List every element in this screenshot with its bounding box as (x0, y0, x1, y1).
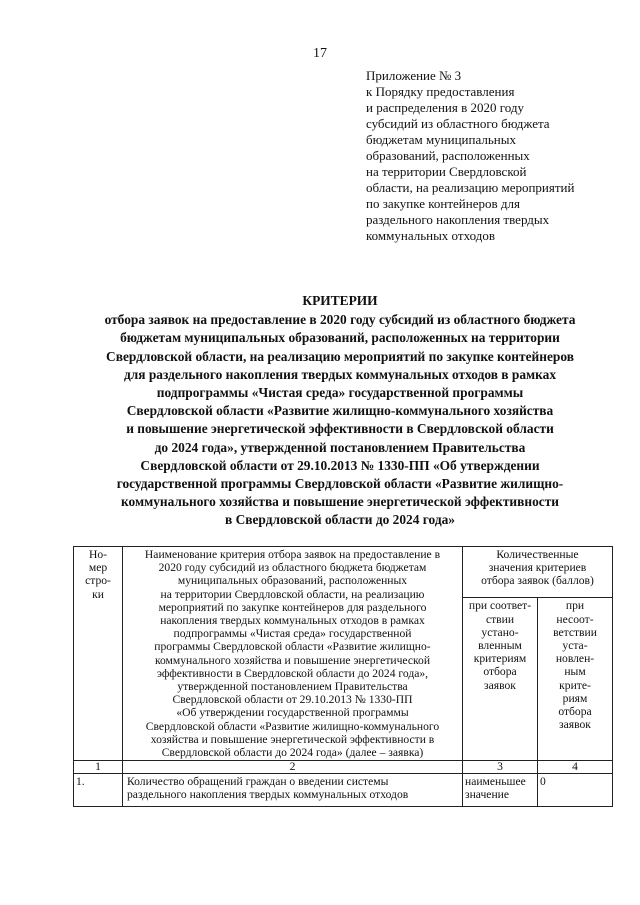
header-text: коммунального хозяйства и повышение энергетической (154, 653, 431, 667)
header-text: отбора заявок (баллов) (481, 574, 594, 588)
match-value-text: значение (465, 788, 509, 802)
header-text: несоот- (556, 612, 594, 626)
title-line: государственной программы Свердловской области «Развитие жилищно- (116, 476, 564, 492)
title-line: бюджетам муниципальных образований, расположенных на территории (120, 330, 560, 346)
column-number-row (74, 761, 613, 774)
header-text: вленным (478, 638, 522, 652)
header-text: Свердловской области «Развитие жилищно-коммунального (145, 719, 440, 733)
header-text: Наименование критерия отбора заявок на предоставление в (144, 548, 441, 561)
header-text: при (565, 599, 585, 613)
header-text: мер (88, 561, 108, 575)
appendix-line: коммунальных отходов (366, 228, 495, 243)
appendix-line: области, на реализацию мероприятий (366, 180, 575, 195)
appendix-line: по закупке контейнеров для (366, 196, 520, 211)
header-text: 2020 году субсидий из областного бюджета бюджетам (158, 561, 427, 575)
header-text: накопления твердых коммунальных отходов в рамках (160, 614, 425, 628)
header-text: ствии (485, 612, 515, 626)
header-text: отбора (483, 665, 517, 679)
column-number: 3 (463, 761, 538, 774)
title-line: Свердловской области, на реализацию мероприятий по закупке контейнеров (106, 348, 574, 364)
column-number: 4 (538, 761, 613, 774)
mismatch-value-cell: 0 (538, 774, 613, 807)
row-number: 1. (74, 774, 123, 807)
header-text: хозяйства и повышение энергетической эффективности в (150, 732, 435, 746)
title-line: Свердловской области от 29.10.2013 № 1330-ПП «Об утверждении (140, 457, 540, 473)
header-text: программы Свердловской области «Развитие жилищно- (154, 640, 431, 654)
criterion-text: раздельного накопления твердых коммунальных отходов (127, 788, 409, 802)
header-text: Количественные (496, 548, 579, 561)
header-text: Свердловской области от 29.10.2013 № 1330-ПП (172, 693, 413, 707)
page-number: 17 (313, 46, 327, 61)
title-line: и повышение энергетической эффективности в Свердловской области (126, 421, 554, 437)
header-text: эффективности в Свердловской области до 2024 года», (156, 666, 429, 680)
appendix-line: к Порядку предоставления (366, 84, 515, 99)
header-text: мероприятий по закупке контейнеров для раздельного (158, 600, 427, 614)
header-text: отбора (558, 705, 592, 718)
appendix-line: раздельного накопления твердых (366, 212, 550, 227)
header-text: Свердловской области до 2024 года» (далее – заявка) (161, 746, 424, 760)
criterion-text: Количество обращений граждан о введении системы (127, 775, 389, 789)
header-text: критериям (473, 652, 527, 666)
header-text: заявок (559, 718, 591, 732)
column-number: 2 (123, 761, 463, 774)
appendix-line: на территории Свердловской (366, 164, 527, 179)
header-text: устано- (481, 625, 519, 639)
header-score-group (463, 547, 613, 598)
header-text: новлен- (555, 652, 595, 666)
header-text: на территории Свердловской области, на реализацию (160, 587, 425, 601)
document-title (40, 292, 640, 530)
header-mismatch (538, 598, 613, 761)
header-text: ным (564, 665, 586, 679)
header-text: заявок (484, 678, 516, 692)
table-header-row (74, 547, 613, 598)
appendix-heading (366, 68, 626, 244)
header-text: стро- (85, 574, 111, 588)
header-text: ки (92, 587, 104, 601)
header-text: Но- (88, 548, 108, 561)
title-line: коммунального хозяйства и повышение энергетической эффективности (120, 494, 560, 510)
header-match (463, 598, 538, 761)
header-text: уста- (562, 638, 588, 652)
header-row-number (74, 547, 123, 761)
criterion-cell (123, 774, 463, 807)
criteria-table (73, 546, 613, 807)
title-line: для раздельного накопления твердых коммунальных отходов в рамках (123, 366, 557, 382)
title-line: отбора заявок на предоставление в 2020 году субсидий из областного бюджета (104, 312, 576, 328)
header-text: муниципальных образований, расположенных (177, 574, 408, 588)
title-line: Свердловской области «Развитие жилищно-коммунального хозяйства (126, 403, 554, 419)
title-line: до 2024 года», утвержденной постановлением Правительства (154, 439, 526, 455)
header-text: утвержденной постановлением Правительства (177, 680, 408, 694)
appendix-line: субсидий из областного бюджета (366, 116, 550, 131)
header-text: подпрограммы «Чистая среда» государственной (173, 627, 412, 641)
header-text: «Об утверждении государственной программы (176, 706, 409, 720)
match-value-text: наименьшее (465, 775, 526, 789)
title-line: КРИТЕРИИ (302, 293, 378, 308)
title-line: подпрограммы «Чистая среда» государственной программы (156, 385, 524, 401)
header-text: значения критериев (488, 561, 587, 575)
header-text: риям (562, 691, 588, 705)
appendix-line: бюджетам муниципальных (366, 132, 516, 147)
appendix-line: Приложение № 3 (366, 68, 462, 83)
header-text: ветствии (553, 625, 597, 639)
header-text: при соответ- (468, 599, 532, 613)
appendix-line: образований, расположенных (366, 148, 530, 163)
column-number: 1 (74, 761, 123, 774)
header-criterion-name (123, 547, 463, 761)
table-row (74, 774, 613, 807)
appendix-line: и распределения в 2020 году (366, 100, 524, 115)
title-line: в Свердловской области до 2024 года» (225, 512, 455, 528)
header-text: крите- (559, 678, 591, 692)
match-value-cell (463, 774, 538, 807)
